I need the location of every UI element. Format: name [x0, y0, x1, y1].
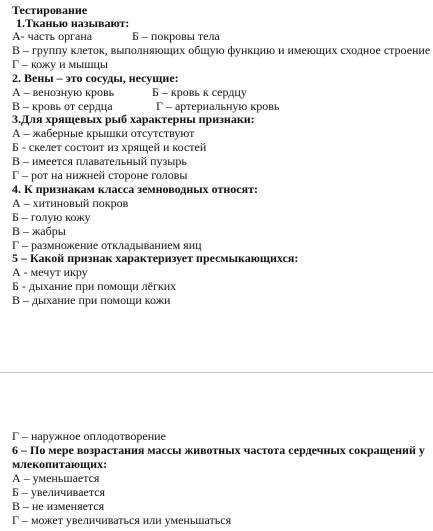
question-6-option-d: Г – может увеличиваться или уменьшаться: [12, 513, 232, 527]
question-2-option-a: А – венозную кровь: [12, 85, 115, 99]
question-3-option-c: В – имеется плавательный пузырь: [12, 154, 187, 168]
question-5-option-a: А - мечут икру: [12, 265, 88, 279]
question-2-option-d: Г – артериальную кровь: [156, 99, 280, 113]
question-3-text: 3.Для хрящевых рыб характерны признаки:: [12, 112, 255, 126]
document-heading: Тестирование: [12, 3, 88, 17]
question-2-option-c: В – кровь от сердца: [12, 99, 113, 113]
question-6-option-b: Б – увеличивается: [12, 485, 106, 499]
question-1-option-b: Б – покровы тела: [132, 29, 220, 43]
question-3-option-a: А – жаберные крышки отсутствуют: [12, 126, 195, 140]
question-3-option-b: Б - скелет состоит из хрящей и костей: [12, 140, 207, 154]
question-1-option-a: А- часть органа: [12, 29, 93, 43]
question-4-option-a: А – хитиновый покров: [12, 196, 129, 210]
question-6-option-a: А – уменьшается: [12, 471, 100, 485]
question-4-text: 4. К признакам класса земноводных относят:: [12, 182, 258, 196]
question-5-option-b: Б - дыхание при помощи лёгких: [12, 279, 177, 293]
question-6-text-line-2: млекопитающих:: [12, 457, 108, 471]
document-page-2: [0, 378, 433, 531]
question-1-option-c: В – группу клеток, выполняющих общую функцию и имеющих сходное строение: [12, 43, 431, 57]
page-break-divider: [0, 372, 433, 373]
question-6-text-line-1: 6 – По мере возрастания массы животных частота сердечных сокращений у: [12, 443, 425, 457]
question-4-option-d: Г – размножение откладыванием яиц: [12, 238, 202, 252]
question-2-text: 2. Вены – это сосуды, несущие:: [12, 71, 179, 85]
question-5-option-d: Г – наружное оплодотворение: [12, 429, 166, 443]
question-2-answer-row-1: [12, 85, 247, 99]
question-4-option-c: В – жабры: [12, 224, 66, 238]
question-6-option-c: В – не изменяется: [12, 499, 105, 513]
question-5-option-c: В – дыхание при помощи кожи: [12, 293, 171, 307]
question-1-answer-row: [12, 29, 220, 43]
question-4-option-b: Б – голую кожу: [12, 210, 91, 224]
question-2-option-b: Б – кровь к сердцу: [152, 85, 247, 99]
question-5-text: 5 – Какой признак характеризует пресмыкающихся:: [12, 251, 299, 265]
question-1-text: 1.Тканью называют:: [16, 16, 130, 30]
question-3-option-d: Г – рот на нижней стороне головы: [12, 168, 188, 182]
question-1-option-d: Г – кожу и мышцы: [12, 57, 108, 71]
